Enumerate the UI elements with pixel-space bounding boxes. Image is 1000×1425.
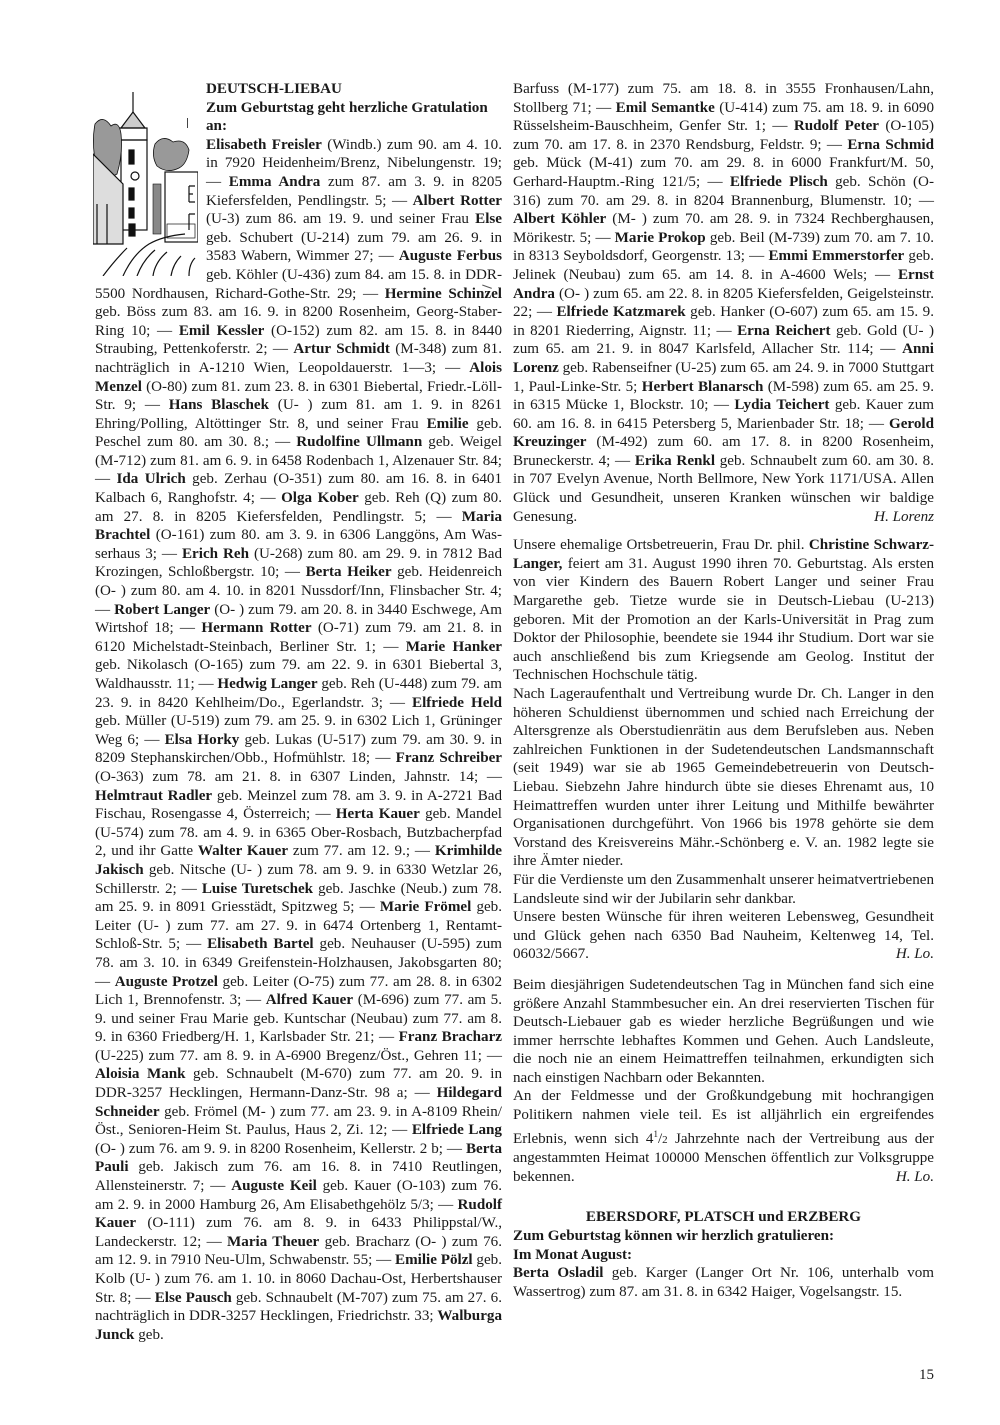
birthday-entries-text: Barfuss (M-177) zum 75. am 18. 8. in 3555 Fronhausen/Lahn, Stollberg 71; — Emil Semantke (U-414) zum 75. am 18. 9. in 6090 Rüsselsheim-Bauschheim, Genfer Str. 1; — Rudolf Peter (O-105) zum 70. am 17. 8. in 2370 Rendsburg, Feldstr. 9; — Erna Schmid geb. Mück (M-41) zum 70. am 29. 8. in 6000 Frankfurt/M. 50, Gerhard-Hauptm.-Ring 121/5; — Elfriede Plisch geb. Schön (O-316) zum 70. am 29. 8. in 8204 Brannenburg, Blumenstr. 10; — Albert Köhler (M- ) zum 70. am 28. 9. in 7324 Rechberghausen, Mörikestr. 5; — Marie Prokop geb. Beil (M-739) zum 70. am 7. 10. in 8313 Seyboldsdorf, Georgenstr. 13; — Emmi Emmerstorfer geb. Jelinek (Neubau) zum 65. am 14. 8. in A-4600 Wels; — Ernst Andra (O- ) zum 65. am 22. 8. in 8205 Kiefersfelden, Geigelsteinstr. 22; — Elfriede Katzmarek geb. Hanker (O-607) zum 65. am 15. 9. in 8201 Riederring, Aignstr. 11; — Erna Reichert geb. Gold (U- ) zum 65. am 21. 9. in 8047 Karlsfeld, Allacher Str. 114; — Anni Lorenz geb. Rabenseifner (U-25) zum 65. am 24. 9. in 7000 Stuttgart 1, Paul-Linke-Str. 5; Herbert Blanarsch (M-598) zum 65. am 25. 9. in 6315 Mücke 1, Blockstr. 10; — Lydia Teichert geb. Kauer zum 60. am 16. 8. in 6415 Petersberg 5, Marienbader Str. 18; — Gerold Kreuzinger (M-492) zum 60. am 17. 8. in 8200 Rosenheim, Bruneckerstr. 4; — Erika Renkl geb. Schnaubelt zum 60. am 30. 8. in 707 Evelyn Avenue, North Bellmore, New York 1171/USA. Allen Glück und Gesundheit, unseren Kranken wünschen wir baldige Genesung. (513, 81, 935, 525)
article-2-paragraph-1: Beim diesjährigen Sudetendeutschen Tag in München fand sich eine größere Anzahl Stammbesucher ein. An drei reservierten Tischen für Deutsch-Liebauer gab es wieder herzliche Begrüßungen und wie immer herrschte lebhaftes Kommen und Gehen. Auch Landsleute, die noch nie an einem Heimattreffen teilnahmen, erkundigten sich nach einstigen Nachbarn oder Bekannten. (513, 976, 934, 1086)
article-1-paragraph-2: Nach Lageraufenthalt und Vertreibung wurde Dr. Ch. Langer in den höheren Schuldienst übernommen und schied nach Erreichung der Altersgrenze als Oberstudienrätin aus dem Berufsleben aus. Neben zahlreichen Funktionen in der Sudetendeutschen Landsmannschaft (seit 1949) war sie ab 1965 Gemeindebetreuerin von Deutsch-Liebau. Siebzehn Jahre hindurch übte sie dieses Ehrenamt aus, 10 Heimattreffen wurden unter ihrer Leitung und Mithilfe bewährter Organisationen durchgeführt. Von 1966 bis 1978 gehörte sie dem Vorstand des Kreisvereins Mähr.-Schönberg e. V. an. 1982 legte sie ihre Ämter nieder. (513, 686, 934, 870)
article-sudetendeutscher-tag (513, 976, 934, 1187)
article-1-paragraph-4 (513, 908, 934, 964)
article-2-paragraph-2 (513, 1087, 934, 1186)
article-2-paragraph-2-text: An der Feldmesse und der Großkundgebung mit hochrangigen Politikern nahmen viele teil. Es ist alljährlich ein ergreifendes Erlebnis, wenn sich $4^1/2$ Jahrzehnte nach der Vertreibung aus der angestammten Heimat 100000 Menschen öffentlich zur Volksgruppe bekennen. (513, 1088, 935, 1185)
signature-h-lorenz: H. Lorenz (874, 508, 934, 525)
article-1-paragraph-1: Unsere ehemalige Ortsbetreuerin, Frau Dr. phil. Christine Schwarz-Langer, feiert am 31. August 1990 ihren 70. Geburtstag. Als ersten von vier Kindern des Bauern Robert Langer und seiner Frau Margarethe geb. Tietze wurde sie in Deutsch-Liebau (U-213) geboren. Mit der Promotion an der Karls-Universität in Prag zum Doktor der Philosophie, beendete sie 1944 ihr Studium. Dort war sie auch anschließend bis zum Kriegsende am Geolog. Institut der Technischen Hochschule tätig. (513, 537, 935, 684)
month-heading-august: Im Monat August: (513, 1246, 633, 1263)
left-column (95, 80, 502, 1344)
article-christine-schwarz-langer (513, 536, 934, 964)
article-1-signature: H. Lo. (895, 946, 934, 963)
birthday-entry-berta-osladil: Berta Osladil geb. Karger (Langer Ort Nr. 106, unterhalb vom Wassertrog) zum 87. am 31. 8. in 6342 Haiger, Vogelsangstr. 15. (513, 1265, 934, 1300)
article-1-paragraph-4-text: Unsere besten Wünsche für ihren weiteren Lebensweg, Gesundheit und Glück gehen nach 6350 Bad Nauheim, Keltenweg 14, Tel. 06032/5667. (513, 909, 934, 963)
section-title-deutsch-liebau: DEUTSCH-LIEBAU (206, 81, 342, 97)
section-subtitle-ebersdorf: Zum Geburtstag können wir herzlich gratulieren: (513, 1228, 835, 1245)
article-2-signature: H. Lo. (895, 1168, 934, 1185)
birthday-entries-continued (513, 80, 934, 526)
section-ebersdorf (513, 1208, 934, 1301)
scan-artifact-mark (187, 118, 188, 128)
right-column (513, 80, 934, 1301)
article-1-paragraph-3: Für die Verdienste um den Zusammenhalt unserer heimatvertriebenen Landsleute sind wir der Jubilarin sehr dankbar. (513, 871, 934, 907)
section-title-ebersdorf: EBERSDORF, PLATSCH und ERZBERG (585, 1209, 862, 1226)
section-subtitle-gratulation: Zum Geburtstag geht herzliche Gratulation an: (206, 99, 488, 135)
page-number: 15 (919, 1367, 934, 1383)
birthday-entries-list: Elisabeth Freisler (Windb.) zum 90. am 4. 10. in 7920 Heidenheim/Brenz, Nibelungenstr. 19; — Emma Andra zum 87. am 3. 9. in 8205 Kiefersfelden, Pendlingstr. 5; — Albert Rotter (U-3) zum 86. am 19. 9. und seiner Frau Else geb. Schubert (U-214) zum 79. am 26. 9. in 3583 Wabern, Wimmer 27; — Auguste Ferbus geb. Köhler (U-436) zum 84. am 15. 8. in DDR-5500 Nordhausen, Richard-Gothe-Str. 29; — Hermine Schinzel geb. Böss zum 83. am 16. 9. in 8200 Rosenheim, Georg-Staber-Ring 10; — Emil Kessler (O-152) zum 82. am 15. 8. in 8440 Straubing, Pettenkoferstr. 2; — Artur Schmidt (M-348) zum 81. nachträglich in A-1210 Wien, Leopoldauerstr. 1—3; — Alois Menzel (O-80) zum 81. zum 23. 8. in 6301 Biebertal, Friedr.-Löll-Str. 9; — Hans Blaschek (U- ) zum 81. am 1. 9. in 8261 Ehring/Polling, Altöttinger Str. 8, und seiner Frau Emilie geb. Peschel zum 80. am 30. 8.; — Rudolfine Ullmann geb. Weigel (M-712) zum 81. am 6. 9. in 6458 Rodenbach 1, Alzenauer Str. 84; — Ida Ulrich geb. Zerhau (O-351) zum 80. am 16. 8. in 6401 Kalbach 6, Ranghofstr. 4; — Olga Kober geb. Reh (Q) zum 80. am 27. 8. in 8205 Kiefersfelden, Pendlingstr. 5; — Maria Brachtel (O-161) zum 80. am 3. 9. in 6306 Langgöns, Am Wasserhaus 3; — Erich Reh (U-268) zum 80. am 29. 9. in 7812 Bad Krozingen, Schloßbergstr. 10; — Berta Heiker geb. Heidenreich (O- ) zum 80. am 4. 10. in 8201 Nussdorf/Inn, Flinsbacher Str. 4; — Robert Langer (O- ) zum 79. am 20. 8. in 3440 Eschwege, Am Wirtshof 18; — Hermann Rotter (O-71) zum 79. am 21. 8. in 6120 Michelstadt-Steinbach, Berliner Str. 1; — Marie Hanker geb. Nikolasch (O-165) zum 79. am 22. 9. in 6301 Biebertal 3, Waldhausstr. 11; — Hedwig Langer geb. Reh (U-448) zum 79. am 23. 9. in 8420 Kehlheim/Do., Egerlandstr. 3; — Elfriede Held geb. Müller (U-519) zum 79. am 25. 9. in 6302 Lich 1, Grüninger Weg 6; — Elsa Horky geb. Lukas (U-517) zum 79. am 30. 9. in 8209 Stephanskirchen/Obb., Hofmühlstr. 18; — Franz Schreiber (O-363) zum 78. am 21. 8. in 6307 Linden, Jahnstr. 14; — Helmtraut Radler geb. Meinzel zum 78. am 3. 9. in A-2721 Bad Fischau, Rosengasse 4, Österreich; — Herta Kauer geb. Mandel (U-574) zum 78. am 4. 9. in 6365 Ober-Rosbach, Butzbacherpfad 2, und ihr Gatte Walter Kauer zum 77. am 12. 9.; — Krimhilde Jakisch geb. Nitsche (U- ) zum 78. am 9. 9. in 6330 Wetzlar 26, Schillerstr. 2; — Luise Turetschek geb. Jaschke (Neub.) zum 78. am 25. 9. in 8091 Griesstädt, Spitzweg 5; — Marie Frömel geb. Leiter (U- ) zum 77. am 27. 9. in 6474 Ortenberg 1, Rentamt-Schloß-Str. 5; — Elisabeth Bartel geb. Neuhauser (U-595) zum 78. am 3. 10. in 6349 Greifenstein-Holzhausen, Jakobsgarten 80; — Auguste Protzel geb. Leiter (O-75) zum 77. am 28. 8. in 6302 Lich 1, Brennofenstr. 3; — Alfred Kauer (M-696) zum 77. am 5. 9. und seiner Frau Marie geb. Kuntschar (Neubau) zum 77. am 8. 9. in 6360 Friedberg/H. 1, Karlsbader Str. 21; — Franz Bracharz (U-225) zum 77. am 8. 9. in A-6900 Bregenz/Öst., Gehren 11; — Aloisia Mank geb. Schnaubelt (M-670) zum 77. am 20. 9. in DDR-3257 Hecklingen, Hermann-Danz-Str. 98 a; — Hildegard Schneider geb. Frömel (M- ) zum 77. am 23. 9. in A-8109 Rhein/Öst., Senioren-Heim St. Paulus, Haus 2, Zi. 12; — Elfriede Lang (O- ) zum 76. am 9. 9. in 8200 Rosenheim, Kellerstr. 2 b; — Berta Pauli geb. Jakisch zum 76. am 16. 8. in 7410 Reutlingen, Allensteinerstr. 7; — Auguste Keil geb. Kauer (O-103) zum 76. am 2. 9. in 2000 Hamburg 26, Am Elisabethgehölz 5/3; — Rudolf Kauer (O-111) zum 76. am 8. 9. in 6433 Philippstal/W., Landeckerstr. 12; — Maria Theuer geb. Bracharz (O- ) zum 76. am 12. 9. in 7910 Neu-Ulm, Schwabenstr. 55; — Emilie Pölzl geb. Kolb (U- ) zum 76. am 1. 10. in 8060 Dachau-Ost, Herbertshauser Str. 8; — Else Pausch geb. Schnaubelt (M-707) zum 75. am 27. 6. nachträglich in DDR-3257 Hecklingen, Friedrichstr. 33; Walburga Junck geb. (95, 136, 503, 1343)
church-illustration (93, 84, 198, 276)
